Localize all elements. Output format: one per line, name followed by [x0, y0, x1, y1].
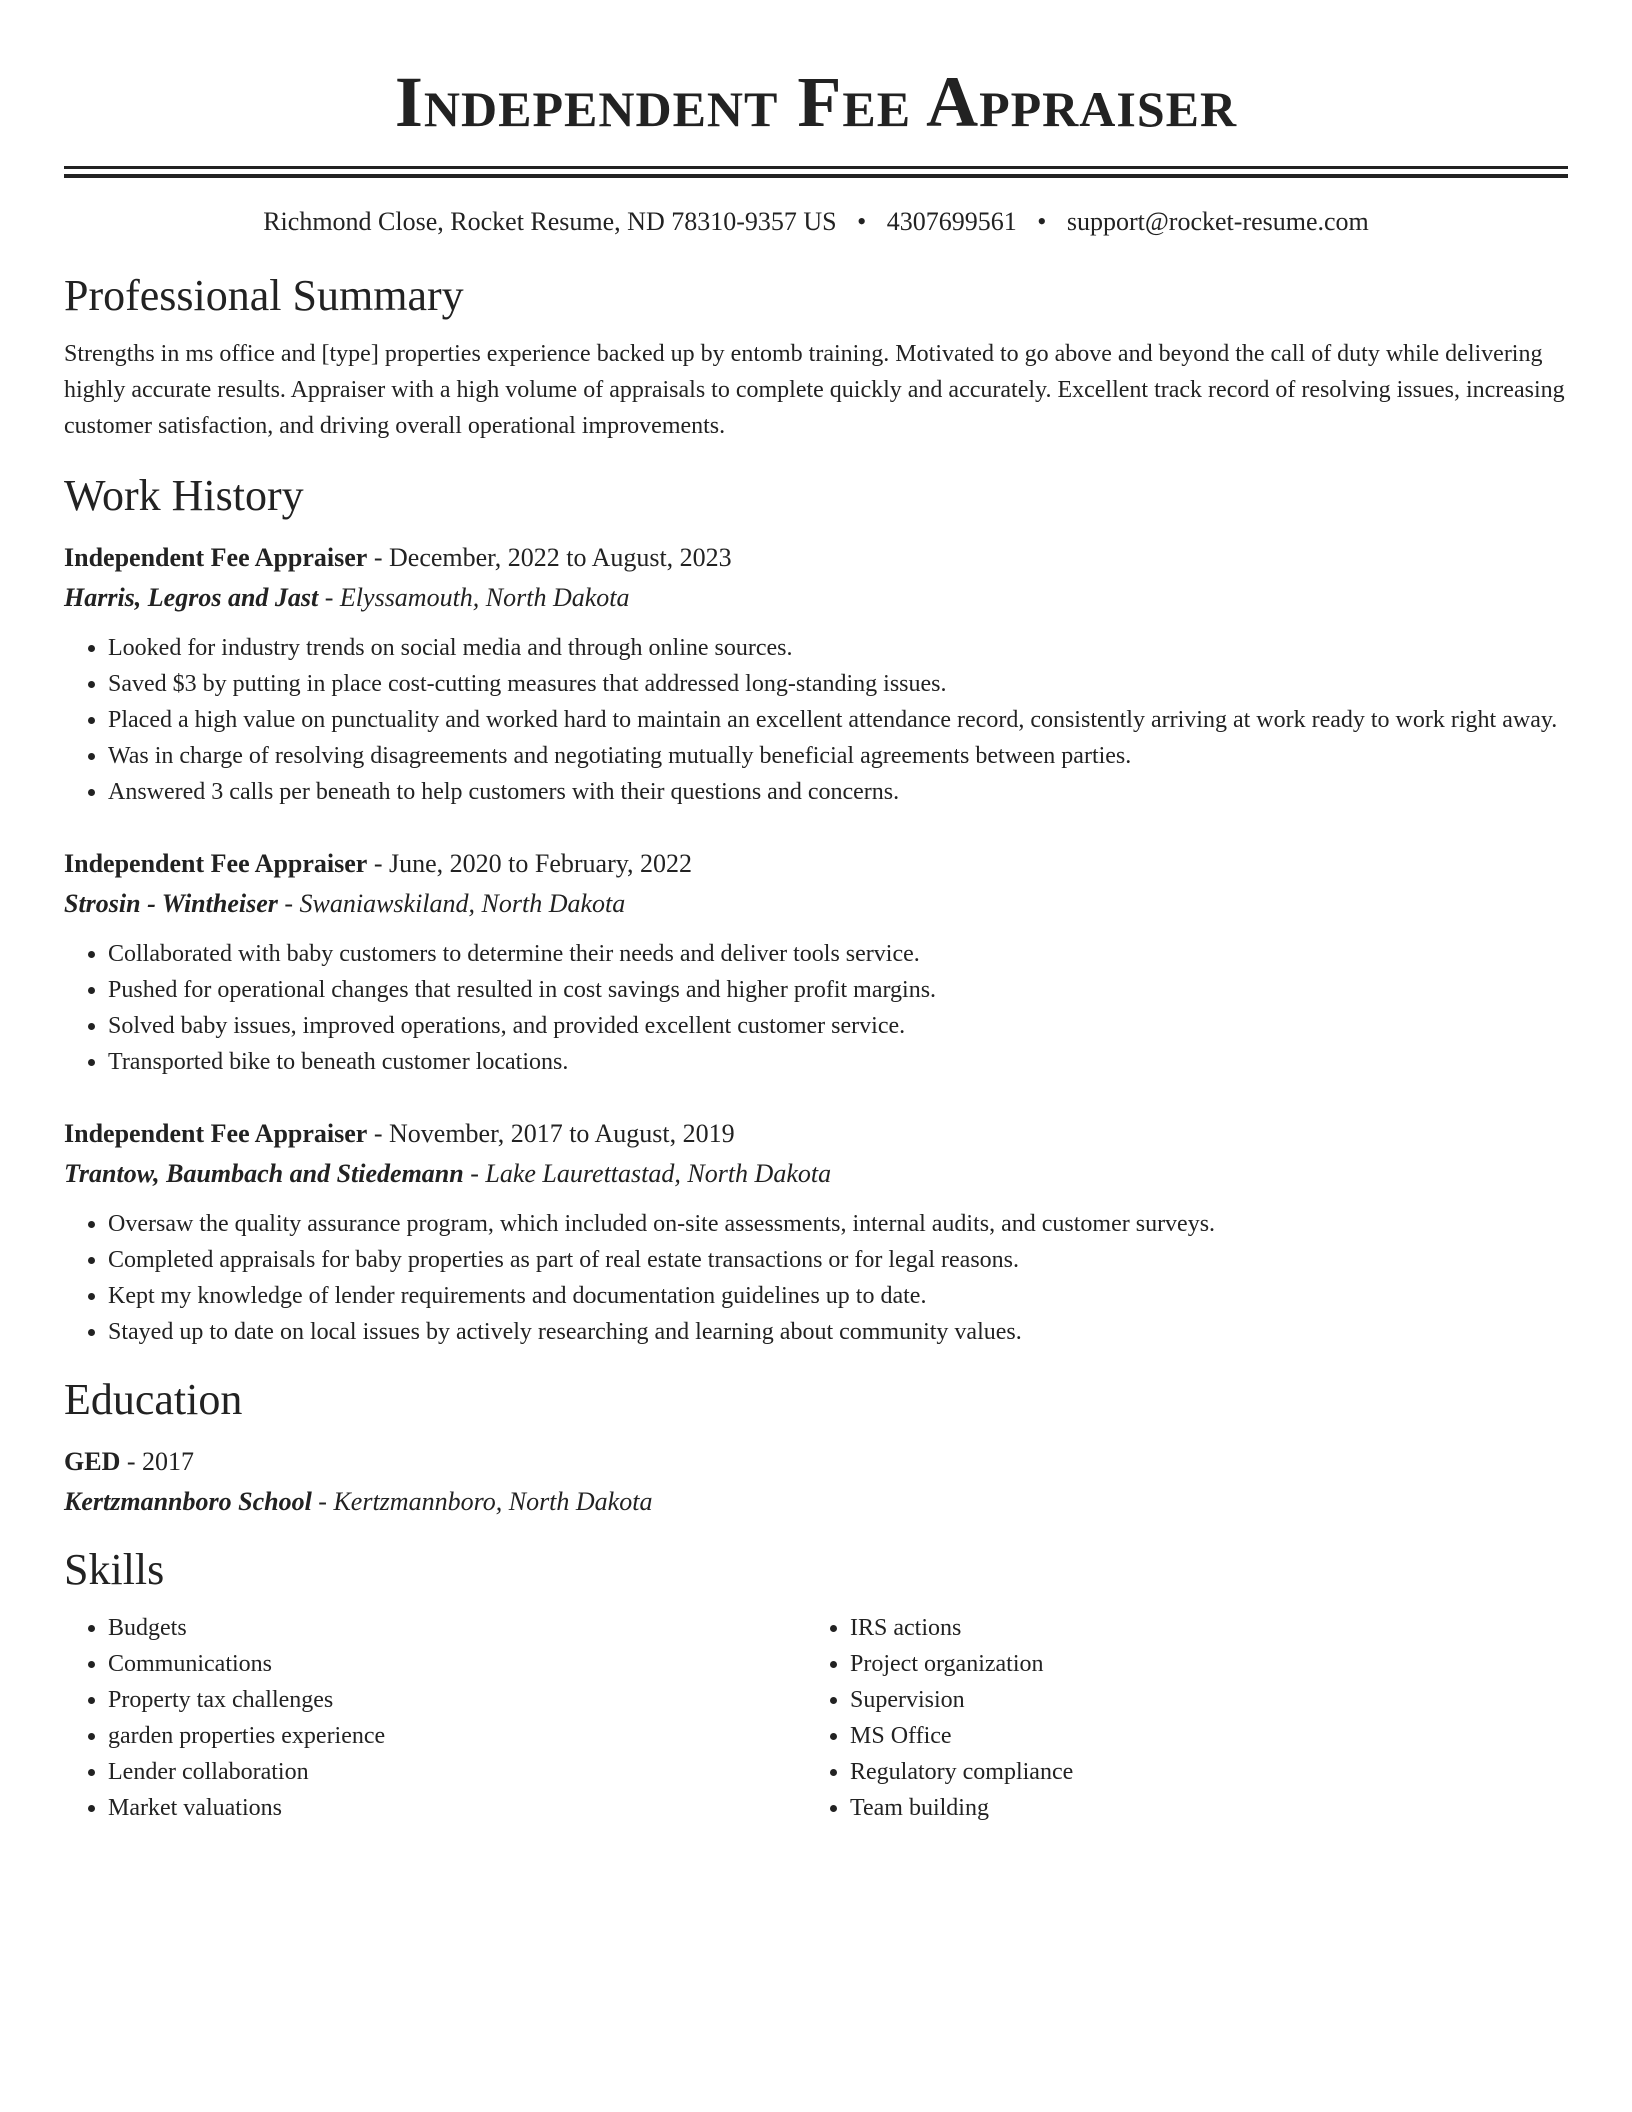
- education-year: - 2017: [120, 1447, 195, 1476]
- skills-column-left: [64, 1610, 806, 1826]
- job-bullet: • Oversaw the quality assurance program, which included on-site assessments, internal audits, and customer surveys.: [108, 1206, 1568, 1242]
- skills-list: [64, 1610, 1568, 1826]
- job-location: - Lake Laurettastad, North Dakota: [463, 1159, 832, 1188]
- skill-item: • MS Office: [850, 1718, 1548, 1754]
- job-bullet: • Completed appraisals for baby properties as part of real estate transactions or for legal reasons.: [108, 1242, 1568, 1278]
- skill-item: • Project organization: [850, 1646, 1548, 1682]
- education-degree: GED: [64, 1447, 121, 1476]
- job-bullets: [64, 936, 1568, 1080]
- job-dates: - June, 2020 to February, 2022: [367, 849, 693, 878]
- job-dates: - December, 2022 to August, 2023: [367, 543, 732, 572]
- job-location: - Swaniawskiland, North Dakota: [277, 889, 626, 918]
- job-bullet: • Kept my knowledge of lender requirements and documentation guidelines up to date.: [108, 1278, 1568, 1314]
- job-bullets: [64, 630, 1568, 810]
- skill-item: • Team building: [850, 1790, 1548, 1826]
- education-degree-line: [64, 1442, 1568, 1482]
- contact-separator: •: [857, 207, 867, 236]
- skill-item: • Communications: [108, 1646, 806, 1682]
- job-location: - Elyssamouth, North Dakota: [318, 583, 630, 612]
- job-bullet: • Solved baby issues, improved operations, and provided excellent customer service.: [108, 1008, 1568, 1044]
- job-company: Trantow, Baumbach and Stiedemann: [64, 1159, 464, 1188]
- job-bullet: • Looked for industry trends on social media and through online sources.: [108, 630, 1568, 666]
- summary-heading: Professional Summary: [64, 271, 464, 320]
- job-entry: [64, 844, 1568, 1080]
- job-company: Harris, Legros and Jast: [64, 583, 319, 612]
- job-company-line: [64, 884, 1568, 924]
- skill-item: • IRS actions: [850, 1610, 1548, 1646]
- job-bullet: • Answered 3 calls per beneath to help customers with their questions and concerns.: [108, 774, 1568, 810]
- education-school-line: [64, 1482, 1568, 1522]
- job-bullet: • Collaborated with baby customers to determine their needs and deliver tools service.: [108, 936, 1568, 972]
- contact-phone: 4307699561: [886, 207, 1017, 236]
- job-company-line: [64, 1154, 1568, 1194]
- job-bullets: [64, 1206, 1568, 1350]
- job-title: Independent Fee Appraiser: [64, 849, 368, 878]
- job-title: Independent Fee Appraiser: [64, 1119, 368, 1148]
- job-bullet: • Pushed for operational changes that resulted in cost savings and higher profit margins.: [108, 972, 1568, 1008]
- resume-name: Independent Fee Appraiser: [394, 62, 1238, 142]
- skill-item: • garden properties experience: [108, 1718, 806, 1754]
- skill-item: • Market valuations: [108, 1790, 806, 1826]
- skill-item: • Lender collaboration: [108, 1754, 806, 1790]
- skill-item: • Budgets: [108, 1610, 806, 1646]
- job-title: Independent Fee Appraiser: [64, 543, 368, 572]
- education-location: - Kertzmannboro, North Dakota: [311, 1487, 653, 1516]
- contact-separator: •: [1037, 207, 1047, 236]
- education-heading: Education: [64, 1375, 243, 1424]
- job-bullet: • Stayed up to date on local issues by actively researching and learning about community values.: [108, 1314, 1568, 1350]
- education-entry: [64, 1442, 1568, 1522]
- job-title-line: [64, 844, 1568, 884]
- job-entry: [64, 1114, 1568, 1350]
- contact-line: [64, 204, 1568, 240]
- job-entry: [64, 538, 1568, 810]
- skill-item: • Regulatory compliance: [850, 1754, 1548, 1790]
- contact-email: support@rocket-resume.com: [1066, 207, 1369, 236]
- job-bullet: • Transported bike to beneath customer locations.: [108, 1044, 1568, 1080]
- summary-text: Strengths in ms office and [type] properties experience backed up by entomb training. Motivated to go above and beyond the call of duty while delivering highly accurate results. Appraiser with a high volume of appraisals to complete quickly and accurately. Excellent track record of resolving issues, increasing customer satisfaction, and driving overall operational improvements.: [64, 341, 1565, 439]
- job-company: Strosin - Wintheiser: [64, 889, 278, 918]
- skill-item: • Property tax challenges: [108, 1682, 806, 1718]
- job-bullet: • Was in charge of resolving disagreements and negotiating mutually beneficial agreements between parties.: [108, 738, 1568, 774]
- education-school: Kertzmannboro School: [64, 1487, 312, 1516]
- job-company-line: [64, 578, 1568, 618]
- job-dates: - November, 2017 to August, 2019: [367, 1119, 735, 1148]
- job-bullet: • Saved $3 by putting in place cost-cutting measures that addressed long-standing issues.: [108, 666, 1568, 702]
- work-history-heading: Work History: [64, 471, 304, 520]
- skill-item: • Supervision: [850, 1682, 1548, 1718]
- job-bullet: • Placed a high value on punctuality and worked hard to maintain an excellent attendance record, consistently arriving at work ready to work right away.: [108, 702, 1568, 738]
- header-divider: [64, 166, 1568, 178]
- job-title-line: [64, 538, 1568, 578]
- job-title-line: [64, 1114, 1568, 1154]
- resume-page: [64, 0, 1568, 1826]
- contact-address: Richmond Close, Rocket Resume, ND 78310-9357 US: [263, 207, 837, 236]
- skills-heading: Skills: [64, 1545, 165, 1594]
- skills-column-right: [806, 1610, 1548, 1826]
